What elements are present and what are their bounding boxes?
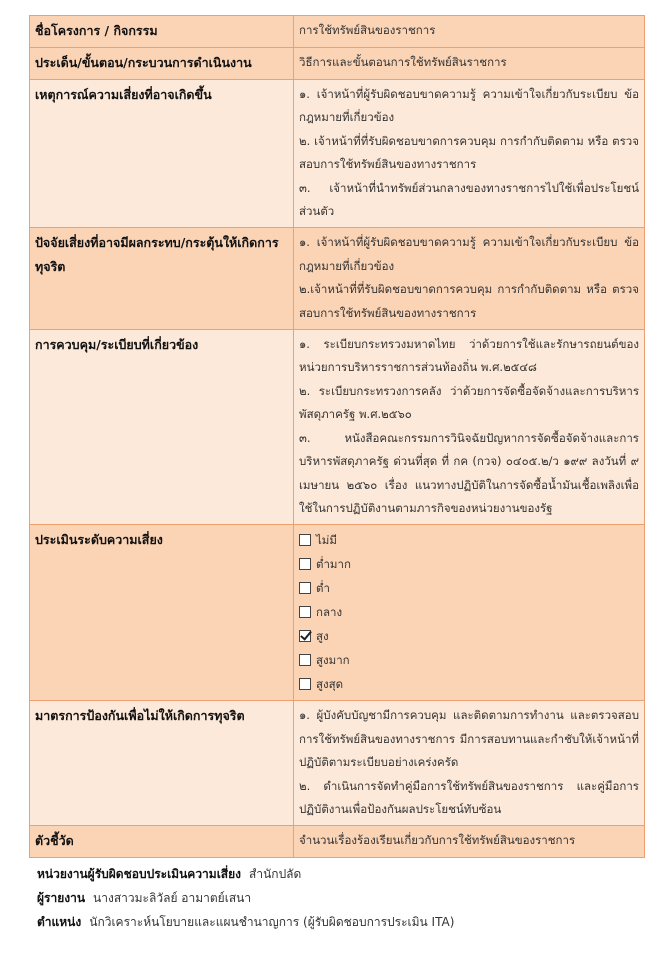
risk-event-item: ๒. เจ้าหน้าที่ที่รับผิดชอบขาดการควบคุม การกำกับติดตาม หรือ ตรวจสอบการใช้ทรัพย์สินของทางราชการ (299, 133, 639, 172)
position (37, 910, 454, 934)
responsible-unit-value: สำนักปลัด (249, 867, 302, 881)
responsible-unit-label: หน่วยงานผู้รับผิดชอบประเมินความเสี่ยง (37, 867, 242, 881)
regulation-item: ๓. หนังสือคณะกรรมการวินิจฉัยปัญหาการจัดซื้อจัดจ้างและการบริหารพัสดุภาครัฐ ด่วนที่สุด ที่ กค (กวจ) ๐๔๐๕.๒/ว ๑๙๙ ลงวันที่ ๙ เมษายน ๒๕๖๐ เรื่อง แนวทางปฏิบัติในการจัดซื้อน้ำมันเชื้อเพลิงเพื่อใช้ในการปฏิบัติงานตามภารกิจของหน่วยงานของรัฐ (299, 430, 639, 515)
risk-level-option-label: ต่ำมาก (316, 556, 351, 571)
row-indicator (30, 826, 645, 858)
risk-level-option-label: สูงสุด (316, 676, 344, 691)
regulation-item: ๒. ระเบียบกระทรวงการคลัง ว่าด้วยการจัดซื้อจัดจ้างและการบริหารพัสดุภาครัฐ พ.ศ.๒๕๖๐ (299, 383, 639, 422)
row-risk-factors (30, 228, 645, 330)
regulations-label: การควบคุม/ระเบียบที่เกี่ยวข้อง (30, 330, 294, 525)
risk-factors-label: ปัจจัยเสี่ยงที่อาจมีผลกระทบ/กระตุ้นให้เกิดการทุจริต (30, 228, 294, 330)
regulation-item: ๑. ระเบียบกระทรวงมหาดไทย ว่าด้วยการใช้และรักษารถยนต์ของหน่วยการบริหารราชการส่วนท้องถิ่น พ.ศ.๒๕๔๘ (299, 337, 639, 375)
risk-level-option[interactable] (299, 600, 639, 624)
responsible-unit (37, 862, 454, 886)
risk-events-cell (294, 80, 645, 228)
process-value: วิธีการและขั้นตอนการใช้ทรัพย์สินราชการ (294, 48, 645, 80)
position-label: ตำแหน่ง (37, 915, 82, 929)
checkbox-icon[interactable] (299, 678, 311, 690)
prevention-item: ๒. ดำเนินการจัดทำคู่มือการใช้ทรัพย์สินของราชการ และคู่มือการปฏิบัติงานเพื่อป้องกันผลประโยชน์ทับซ้อน (299, 778, 639, 816)
prevention-label: มาตรการป้องกันเพื่อไม่ให้เกิดการทุจริต (30, 701, 294, 826)
reporter-value: นางสาวมะลิวัลย์ อามาตย์เสนา (93, 891, 252, 905)
risk-factor-item: ๒.เจ้าหน้าที่ที่รับผิดชอบขาดการควบคุม การกำกับติดตาม หรือ ตรวจสอบการใช้ทรัพย์สินของทางราชการ (299, 282, 639, 320)
risk-event-item: ๓. เจ้าหน้าที่นำทรัพย์ส่วนกลางของทางราชการไปใช้เพื่อประโยชน์ส่วนตัว (299, 180, 639, 219)
risk-level-option-label: ต่ำ (316, 580, 330, 595)
row-prevention (30, 701, 645, 826)
checkbox-icon[interactable] (299, 582, 311, 594)
risk-level-option-label: สูงมาก (316, 652, 350, 667)
row-regulations (30, 330, 645, 525)
risk-assessment-table (29, 15, 645, 858)
checkbox-icon[interactable] (299, 534, 311, 546)
project-value: การใช้ทรัพย์สินของราชการ (294, 16, 645, 48)
project-label: ชื่อโครงการ / กิจกรรม (30, 16, 294, 48)
checkbox-icon[interactable] (299, 558, 311, 570)
report-footer (37, 862, 454, 934)
risk-level-option[interactable] (299, 672, 639, 696)
row-process (30, 48, 645, 80)
risk-level-option-label: ไม่มี (316, 532, 337, 547)
risk-level-option[interactable] (299, 624, 639, 648)
risk-level-options (294, 525, 645, 701)
checkbox-icon[interactable] (299, 606, 311, 618)
row-project (30, 16, 645, 48)
reporter (37, 886, 454, 910)
risk-level-option[interactable] (299, 552, 639, 576)
regulations-cell (294, 330, 645, 525)
checkbox-checked-icon[interactable] (299, 630, 311, 642)
risk-level-option[interactable] (299, 576, 639, 600)
row-risk-events (30, 80, 645, 228)
position-value: นักวิเคราะห์นโยบายและแผนชำนาญการ (ผู้รับผิดชอบการประเมิน ITA) (89, 915, 455, 929)
risk-events-label: เหตุการณ์ความเสี่ยงที่อาจเกิดขึ้น (30, 80, 294, 228)
process-label: ประเด็น/ขั้นตอน/กระบวนการดำเนินงาน (30, 48, 294, 80)
indicator-label: ตัวชี้วัด (30, 826, 294, 858)
risk-factor-item: ๑. เจ้าหน้าที่ผู้รับผิดชอบขาดความรู้ ความเข้าใจเกี่ยวกับระเบียบ ข้อกฎหมายที่เกี่ยวข้อง (299, 235, 639, 273)
reporter-label: ผู้รายงาน (37, 891, 86, 905)
row-risk-level (30, 525, 645, 701)
risk-level-option-label: กลาง (316, 604, 343, 619)
prevention-cell (294, 701, 645, 826)
prevention-item: ๑. ผู้บังคับบัญชามีการควบคุม และติดตามการทำงาน และตรวจสอบการใช้ทรัพย์สินของทางราชการ มีการสอบทานและกำชับให้เจ้าหน้าที่ปฏิบัติตามระเบียบอย่างเคร่งครัด (299, 708, 639, 770)
checkbox-icon[interactable] (299, 654, 311, 666)
risk-level-option-label: สูง (316, 628, 329, 643)
risk-level-option[interactable] (299, 528, 639, 552)
risk-level-label: ประเมินระดับความเสี่ยง (30, 525, 294, 701)
risk-event-item: ๑. เจ้าหน้าที่ผู้รับผิดชอบขาดความรู้ ความเข้าใจเกี่ยวกับระเบียบ ข้อกฎหมายที่เกี่ยวข้อง (299, 87, 639, 125)
risk-factors-cell (294, 228, 645, 330)
risk-level-option[interactable] (299, 648, 639, 672)
indicator-value: จำนวนเรื่องร้องเรียนเกี่ยวกับการใช้ทรัพย์สินของราชการ (294, 826, 645, 858)
